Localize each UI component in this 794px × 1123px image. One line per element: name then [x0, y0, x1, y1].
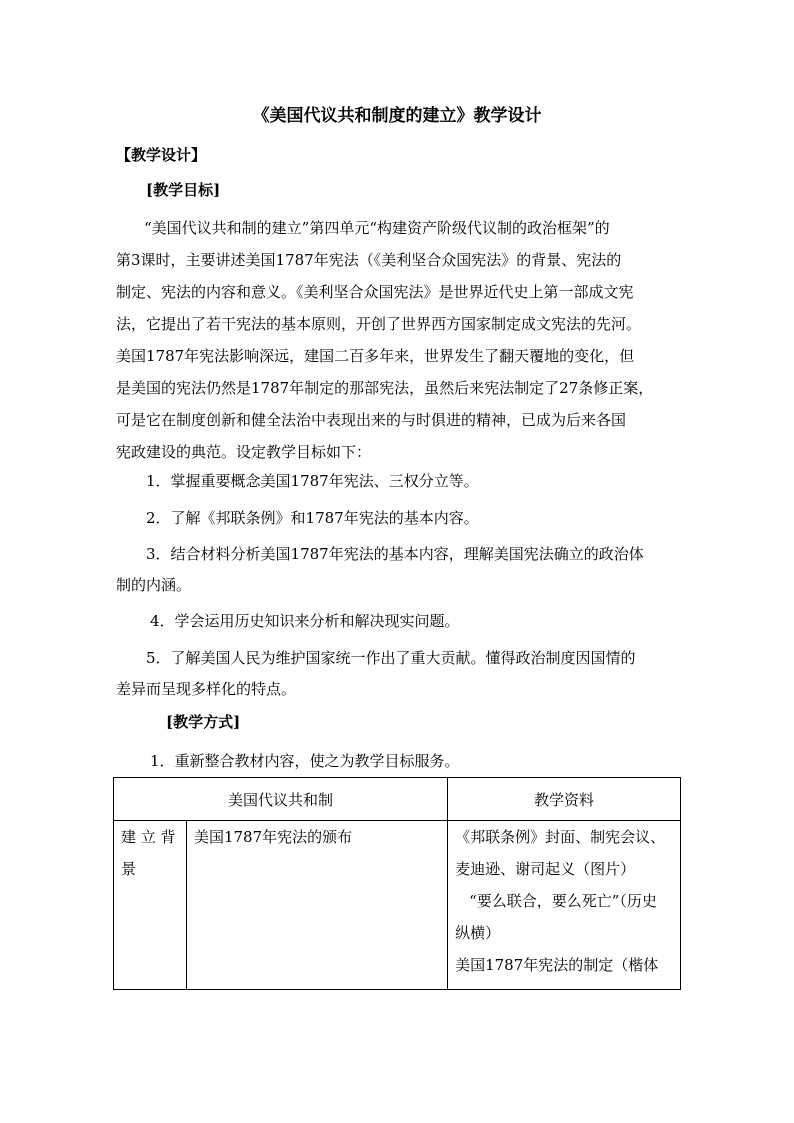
row-content-text: 美国1787年宪法的颁布 — [193, 828, 353, 846]
method-heading: [教学方式] — [166, 713, 241, 731]
goal-item-1: 1．掌握重要概念美国1787年宪法、三权分立等。 — [146, 472, 479, 490]
row-material-cell — [448, 821, 681, 990]
row-label-line: 景 — [121, 860, 137, 878]
intro-line: 宪政建设的典范。设定教学目标如下： — [116, 443, 372, 461]
goal-item-5-line-1: 5．了解美国人民为维护国家统一作出了重大贡献。懂得政治制度因国情的 — [146, 649, 636, 667]
intro-line: 第3课时，主要讲述美国1787年宪法（《美利坚合众国宪法》的背景、宪法的 — [116, 251, 622, 269]
goal-item-5-line-2: 差异而呈现多样化的特点。 — [116, 680, 297, 698]
intro-line: 是美国的宪法仍然是1787年制定的那部宪法，虽然后来宪法制定了27条修正案， — [116, 379, 654, 397]
material-line: 《邦联条例》封面、制宪会议、 — [455, 828, 666, 846]
table-header-right: 教学资料 — [448, 778, 681, 821]
intro-paragraph — [116, 212, 678, 468]
intro-line: 可是它在制度创新和健全法治中表现出来的与时俱进的精神，已成为后来各国 — [116, 411, 627, 429]
goals-heading: [教学目标] — [146, 181, 221, 199]
table-row — [114, 821, 681, 990]
intro-line: 法，它提出了若干宪法的基本原则，开创了世界西方国家制定成文宪法的先河。 — [116, 315, 642, 333]
method-item-1: 1．重新整合教材内容，使之为教学目标服务。 — [150, 752, 460, 770]
intro-line: “美国代议共和制的建立”第四单元“构建资产阶级代议制的政治框架”的 — [144, 219, 610, 237]
table-header-left: 美国代议共和制 — [114, 778, 448, 821]
intro-line: 制定、宪法的内容和意义。《美利坚合众国宪法》是世界近代史上第一部成文宪 — [116, 283, 634, 301]
teaching-table — [113, 777, 681, 990]
table-header-row — [114, 778, 681, 821]
goal-item-2: 2．了解《邦联条例》和1787年宪法的基本内容。 — [146, 509, 479, 527]
row-content-cell — [186, 821, 447, 990]
goal-item-3-line-2: 制的内涵。 — [116, 576, 192, 594]
row-label-cell — [114, 821, 187, 990]
section-heading: 【教学设计】 — [116, 146, 207, 164]
material-line: 纵横） — [455, 924, 501, 942]
goal-item-4: 4．学会运用历史知识来分析和解决现实问题。 — [150, 612, 460, 630]
document-title: 《美国代议共和制度的建立》教学设计 — [252, 106, 542, 126]
material-line: 麦迪逊、谢司起义（图片） — [455, 860, 636, 878]
goal-item-3-line-1: 3．结合材料分析美国1787年宪法的基本内容，理解美国宪法确立的政治体 — [146, 545, 644, 563]
material-line: “要么联合，要么死亡”（历史 — [469, 892, 657, 910]
row-label-line: 建 立 背 — [121, 828, 176, 846]
material-line: 美国1787年宪法的制定（楷体 — [455, 956, 659, 974]
intro-line: 美国1787年宪法影响深远，建国二百多年来，世界发生了翻天覆地的变化，但 — [116, 347, 635, 365]
